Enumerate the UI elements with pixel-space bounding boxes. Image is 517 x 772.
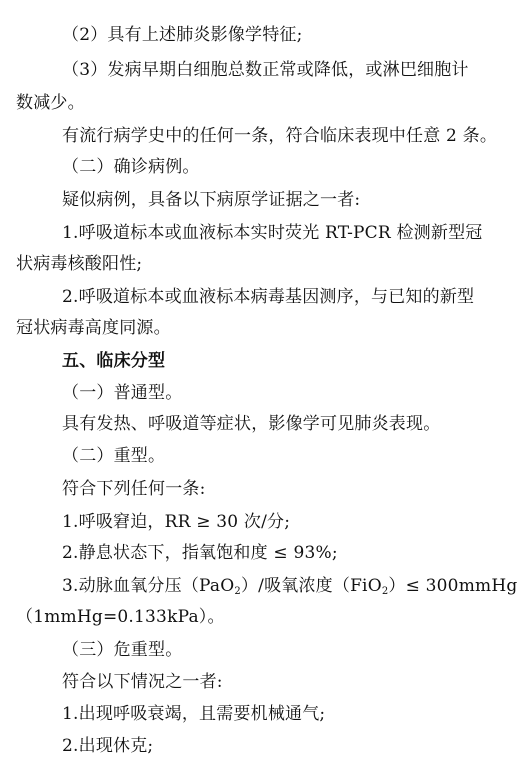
severe-criterion-3 <box>62 575 517 603</box>
evidence-1-line: 1.呼吸道标本或血液标本实时荧光 RT-PCR 检测新型冠 <box>62 223 483 243</box>
evidence-1-continuation: 状病毒核酸阳性; <box>16 254 143 274</box>
mild-type-heading: （一）普通型。 <box>62 383 183 403</box>
critical-criterion-1: 1.出现呼吸衰竭，且需要机械通气; <box>62 704 326 724</box>
critical-criterion-2: 2.出现休克; <box>62 736 154 756</box>
criterion-2-line: （2）具有上述肺炎影像学特征; <box>62 25 303 45</box>
criterion-3-continuation: 数减少。 <box>16 93 85 113</box>
suspected-case-rule: 有流行病学史中的任何一条，符合临床表现中任意 2 条。 <box>62 126 498 146</box>
section-confirmed-case-heading: （二）确诊病例。 <box>62 157 200 177</box>
critical-type-heading: （三）危重型。 <box>62 640 183 660</box>
fio2-subscript: 2 <box>381 586 389 597</box>
confirmed-case-intro: 疑似病例，具备以下病原学证据之一者: <box>62 190 361 210</box>
criterion-3-part-c: ）/吸氧浓度（FiO <box>240 576 382 596</box>
evidence-2-continuation: 冠状病毒高度同源。 <box>16 318 171 338</box>
mild-type-description: 具有发热、呼吸道等症状，影像学可见肺炎表现。 <box>62 414 441 434</box>
pao2-subscript: 2 <box>234 586 241 597</box>
severe-type-intro: 符合下列任何一条: <box>62 479 206 499</box>
severe-criterion-1: 1.呼吸窘迫，RR ≥ 30 次/分; <box>62 512 291 532</box>
criterion-3-part-e: ）≤ 300mmHg <box>388 576 517 596</box>
critical-type-intro: 符合以下情况之一者: <box>62 672 223 692</box>
criterion-3-line: （3）发病早期白细胞总数正常或降低，或淋巴细胞计 <box>62 60 469 80</box>
section-clinical-classification-heading: 五、临床分型 <box>62 351 166 371</box>
severe-criterion-2: 2.静息状态下，指氧饱和度 ≤ 93%; <box>62 543 338 563</box>
severe-criterion-3-continuation: （1mmHg=0.133kPa）。 <box>16 607 225 627</box>
evidence-2-line: 2.呼吸道标本或血液标本病毒基因测序，与已知的新型 <box>62 287 475 307</box>
criterion-3-part-a: 3.动脉血氧分压（PaO <box>62 576 235 596</box>
severe-type-heading: （二）重型。 <box>62 446 166 466</box>
